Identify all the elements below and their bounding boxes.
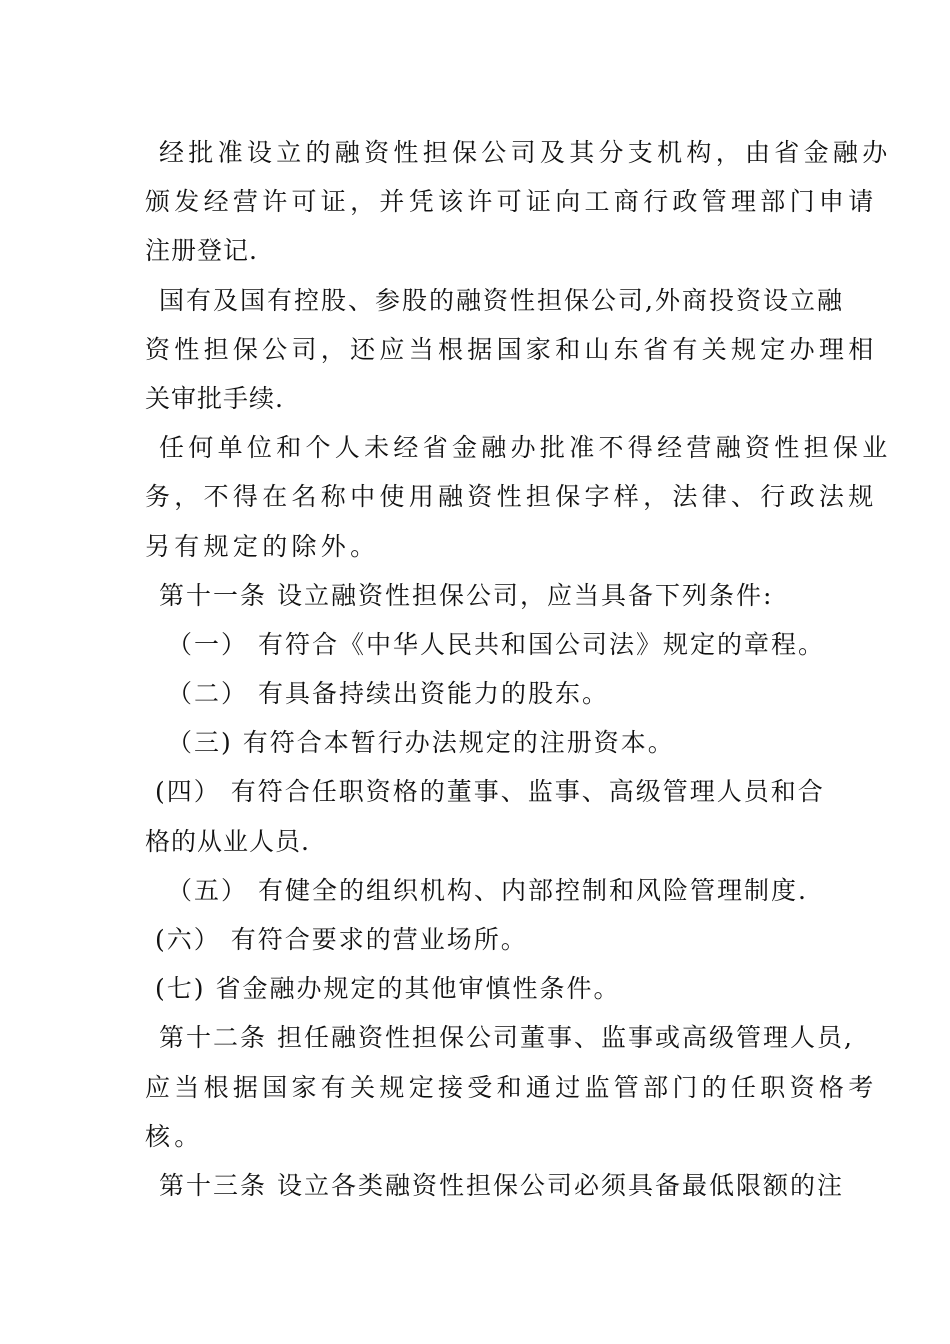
text-line: 核。 — [145, 1121, 204, 1151]
article-11-heading — [145, 571, 815, 620]
document-body — [145, 128, 892, 1210]
condition-item-7 — [145, 964, 815, 1013]
text-line: (六） 有符合要求的营业场所。 — [155, 925, 528, 954]
text-line: 应当根据国家有关规定接受和通过监管部门的任职资格考 — [145, 1072, 878, 1102]
text-line: 第十三条 设立各类融资性担保公司必须具备最低限额的注 — [159, 1170, 844, 1200]
text-line: 格的从业人员. — [145, 826, 310, 856]
condition-item-4 — [145, 767, 825, 865]
text-line: 第十二条 担任融资性担保公司董事、监事或高级管理人员, — [159, 1023, 854, 1053]
text-line: （五） 有健全的组织机构、内部控制和风险管理制度. — [167, 875, 808, 905]
text-line: 关审批手续. — [145, 383, 284, 413]
article-13 — [145, 1161, 844, 1210]
text-line: 资性担保公司，还应当根据国家和山东省有关规定办理相 — [145, 334, 878, 364]
text-line: 另有规定的除外。 — [145, 531, 380, 561]
text-line: (七) 省金融办规定的其他审慎性条件。 — [155, 974, 621, 1004]
text-line: （二） 有具备持续出资能力的股东。 — [167, 679, 609, 709]
text-line: 任何单位和个人未经省金融办批准不得经营融资性担保业 — [159, 433, 892, 463]
condition-item-3 — [145, 718, 815, 767]
article-12 — [145, 1013, 878, 1161]
text-line: 经批准设立的融资性担保公司及其分支机构，由省金融办 — [159, 138, 892, 167]
condition-item-2 — [145, 669, 815, 718]
text-line: （一） 有符合《中华人民共和国公司法》规定的章程。 — [167, 629, 825, 659]
text-line: 第十一条 设立融资性担保公司，应当具备下列条件: — [159, 580, 774, 610]
paragraph-approval-license — [145, 128, 892, 276]
condition-item-6 — [145, 915, 815, 964]
text-line: 注册登记. — [145, 236, 258, 266]
text-line: 务，不得在名称中使用融资性担保字样，法律、行政法规 — [145, 482, 878, 512]
text-line: 国有及国有控股、参股的融资性担保公司,外商投资设立融 — [159, 285, 844, 315]
condition-item-5 — [145, 866, 815, 915]
paragraph-prohibition — [145, 423, 892, 571]
condition-item-1 — [145, 620, 825, 669]
text-line: （三) 有符合本暂行办法规定的注册资本。 — [167, 728, 675, 758]
text-line: 颁发经营许可证，并凭该许可证向工商行政管理部门申请 — [145, 187, 878, 217]
text-line: (四） 有符合任职资格的董事、监事、高级管理人员和合 — [155, 777, 825, 807]
paragraph-state-owned — [145, 276, 878, 424]
